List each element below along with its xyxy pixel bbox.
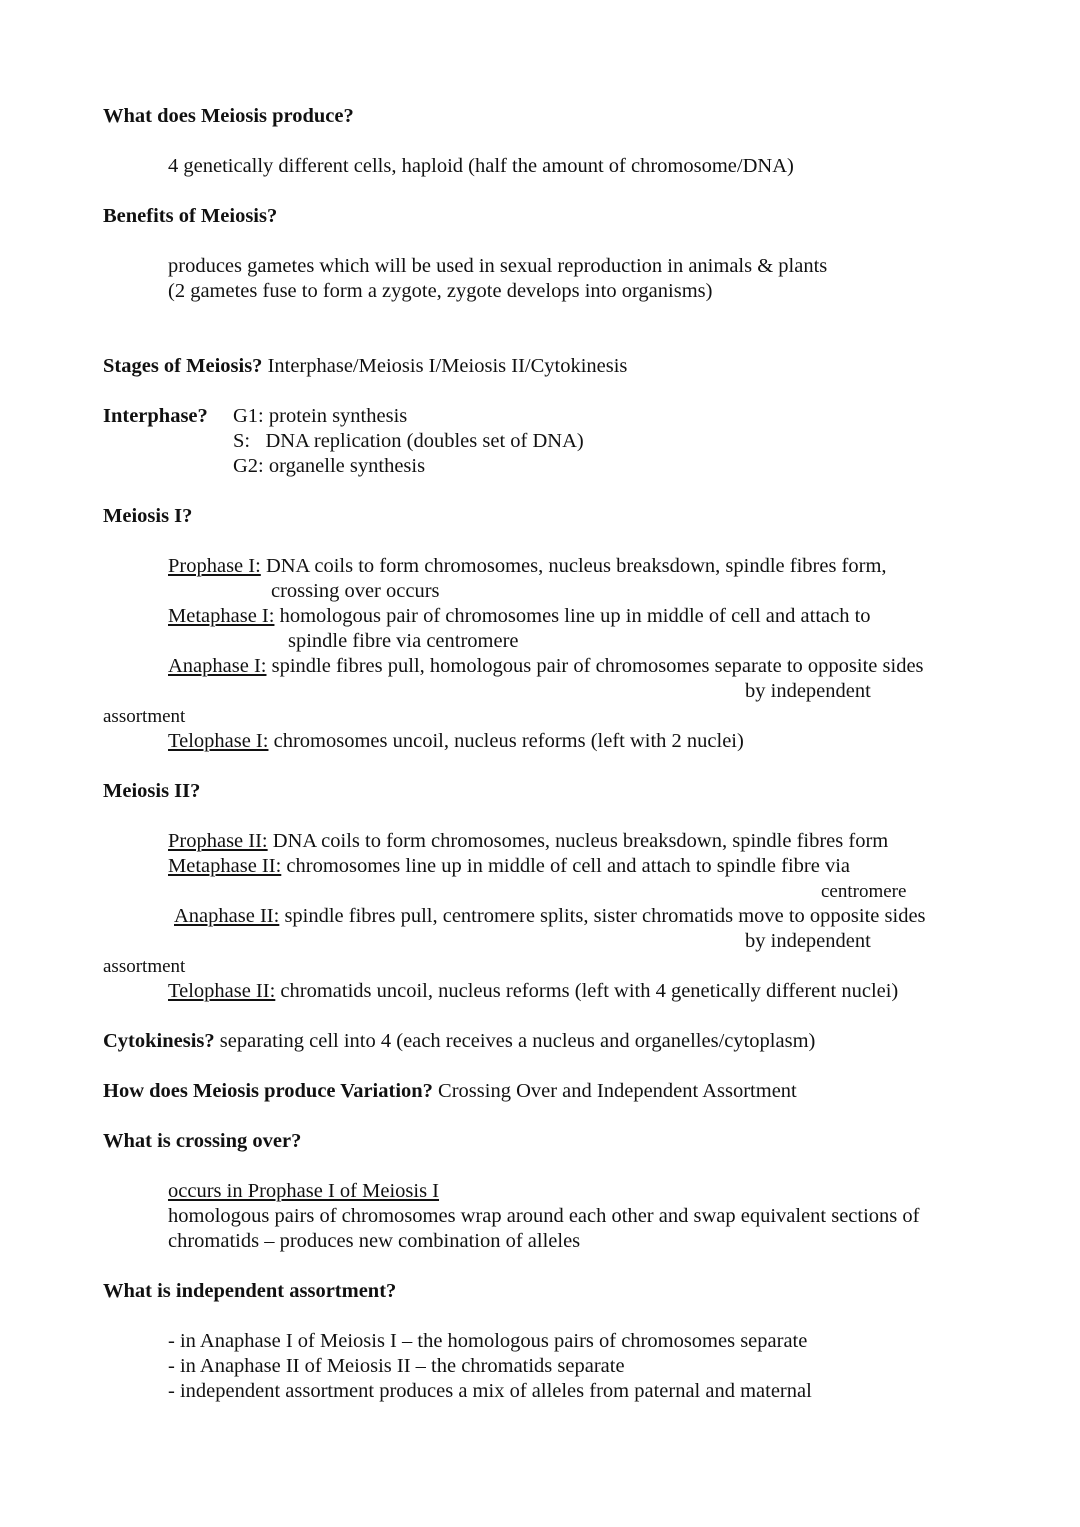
meiosis1-metaphase-text: homologous pair of chromosomes line up in middle of cell and attach to — [279, 605, 871, 627]
heading-stages: Stages of Meiosis? — [103, 355, 263, 377]
meiosis1-prophase — [168, 554, 887, 579]
meiosis1-telophase — [168, 729, 744, 754]
interphase-g2: G2: organelle synthesis — [233, 455, 426, 477]
meiosis2-metaphase-cont: centromere — [821, 881, 907, 902]
interphase-s: S: DNA replication (doubles set of DNA) — [233, 430, 584, 452]
meiosis2-metaphase — [168, 854, 850, 879]
heading-cytokinesis: Cytokinesis? — [103, 1030, 215, 1052]
meiosis1-anaphase — [168, 654, 924, 679]
answer-stages: Interphase/Meiosis I/Meiosis II/Cytokinesis — [267, 355, 628, 377]
crossing-line-2: chromatids – produces new combination of alleles — [168, 1230, 581, 1252]
heading-meiosis-2: Meiosis II? — [103, 780, 201, 802]
meiosis1-metaphase-label: Metaphase I: — [168, 605, 275, 627]
meiosis1-anaphase-wrap: assortment — [103, 706, 186, 727]
meiosis1-metaphase — [168, 604, 871, 629]
answer-cytokinesis: separating cell into 4 (each receives a nucleus and organelles/cytoplasm) — [219, 1030, 816, 1052]
variation-row — [103, 1079, 797, 1104]
heading-interphase: Interphase? — [103, 405, 208, 427]
answer-variation: Crossing Over and Independent Assortment — [438, 1080, 797, 1102]
benefits-line-2: (2 gametes fuse to form a zygote, zygote develops into organisms) — [168, 280, 713, 302]
meiosis2-metaphase-text: chromosomes line up in middle of cell and attach to spindle fibre via — [286, 855, 851, 877]
meiosis2-prophase — [168, 829, 888, 854]
heading-variation: How does Meiosis produce Variation? — [103, 1080, 433, 1102]
heading-meiosis-1: Meiosis I? — [103, 505, 193, 527]
cytokinesis-row — [103, 1029, 815, 1054]
meiosis2-telophase-text: chromatids uncoil, nucleus reforms (left with 4 genetically different nuclei) — [280, 980, 899, 1002]
meiosis2-telophase — [168, 979, 898, 1004]
meiosis1-prophase-text: DNA coils to form chromosomes, nucleus breaksdown, spindle fibres form, — [265, 555, 887, 577]
meiosis1-prophase-label: Prophase I: — [168, 555, 261, 577]
meiosis2-anaphase-wrap: assortment — [103, 956, 186, 977]
assortment-item: - independent assortment produces a mix of alleles from paternal and maternal — [168, 1380, 812, 1402]
heading-independent-assortment: What is independent assortment? — [103, 1280, 397, 1302]
heading-produce: What does Meiosis produce? — [103, 105, 354, 127]
meiosis2-metaphase-label: Metaphase II: — [168, 855, 282, 877]
meiosis1-metaphase-cont: spindle fibre via centromere — [288, 630, 519, 652]
interphase-g1: G1: protein synthesis — [233, 405, 408, 427]
assortment-item: - in Anaphase I of Meiosis I – the homologous pairs of chromosomes separate — [168, 1330, 808, 1352]
heading-benefits: Benefits of Meiosis? — [103, 205, 278, 227]
meiosis2-anaphase-text: spindle fibres pull, centromere splits, sister chromatids move to opposite sides — [284, 905, 926, 927]
meiosis2-prophase-label: Prophase II: — [168, 830, 268, 852]
meiosis2-anaphase-cont: by independent — [745, 930, 871, 952]
meiosis2-anaphase-label: Anaphase II: — [174, 905, 280, 927]
benefits-line-1: produces gametes which will be used in sexual reproduction in animals & plants — [168, 255, 828, 277]
meiosis1-telophase-text: chromosomes uncoil, nucleus reforms (left with 2 nuclei) — [273, 730, 744, 752]
meiosis2-telophase-label: Telophase II: — [168, 980, 276, 1002]
meiosis2-prophase-text: DNA coils to form chromosomes, nucleus breaksdown, spindle fibres form — [272, 830, 889, 852]
answer-produce: 4 genetically different cells, haploid (half the amount of chromosome/DNA) — [168, 155, 794, 177]
meiosis1-anaphase-text: spindle fibres pull, homologous pair of chromosomes separate to opposite sides — [271, 655, 924, 677]
crossing-line-1: homologous pairs of chromosomes wrap around each other and swap equivalent sections of — [168, 1205, 920, 1227]
meiosis1-prophase-cont: crossing over occurs — [271, 580, 440, 602]
meiosis1-anaphase-label: Anaphase I: — [168, 655, 267, 677]
meiosis1-anaphase-cont: by independent — [745, 680, 871, 702]
crossing-when: occurs in Prophase I of Meiosis I — [168, 1180, 440, 1202]
meiosis2-anaphase — [174, 904, 926, 929]
meiosis1-telophase-label: Telophase I: — [168, 730, 269, 752]
heading-crossing-over: What is crossing over? — [103, 1130, 302, 1152]
assortment-item: - in Anaphase II of Meiosis II – the chromatids separate — [168, 1355, 625, 1377]
stages-row — [103, 354, 627, 379]
